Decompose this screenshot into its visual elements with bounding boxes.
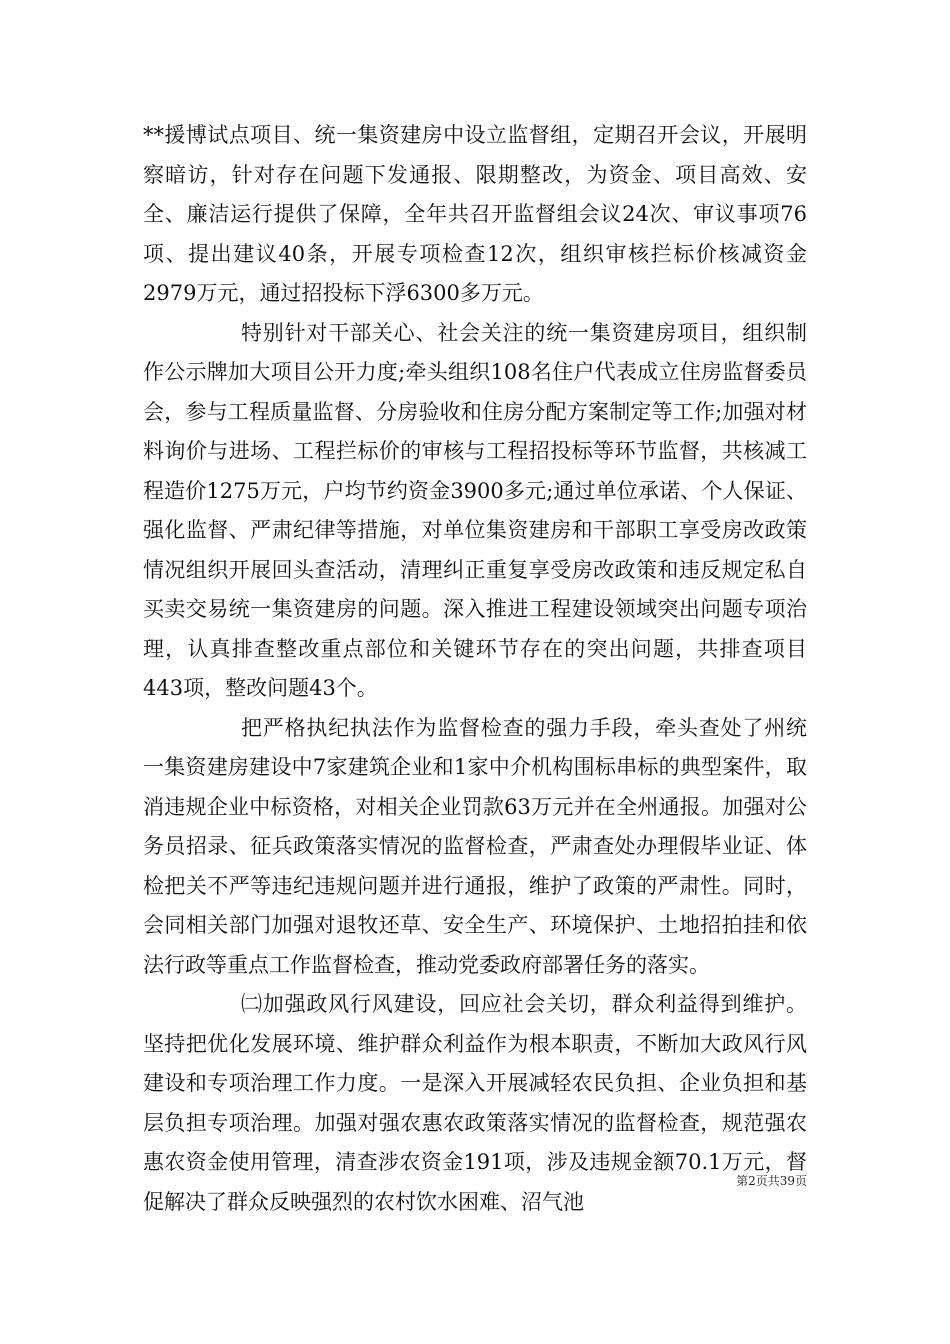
- paragraph-housing-project: 特别针对干部关心、社会关注的统一集资建房项目，组织制作公示牌加大项目公开力度;牵头组织108名住户代表成立住房监督委员会，参与工程质量监督、分房验收和住房分配方案制定等工作;加强对材料询价与进场、工程拦标价的审核与工程招投标等环节监督，共核减工程造价1275万元，户均节约资金3900多元;通过单位承诺、个人保证、强化监督、严肃纪律等措施，对单位集资建房和干部职工享受房改政策情况组织开展回头查活动，清理纠正重复享受房改政策和违反规定私自买卖交易统一集资建房的问题。深入推进工程建设领域突出问题专项治理，认真排查整改重点部位和关键环节存在的突出问题，共排查项目443项，整改问题43个。: [143, 320, 807, 700]
- paragraph-discipline-enforcement: 把严格执纪执法作为监督检查的强力手段，牵头查处了州统一集资建房建设中7家建筑企业和1家中介机构围标串标的典型案件，取消违规企业中标资格，对相关企业罚款63万元并在全州通报。加强对公务员招录、征兵政策落实情况的监督检查，严肃查处办理假毕业证、体检把关不严等违纪违规问题并进行通报，维护了政策的严肃性。同时，会同相关部门加强对退牧还草、安全生产、环境保护、土地招拍挂和依法行政等重点工作监督检查，推动党委政府部署任务的落实。: [143, 715, 807, 977]
- paragraph-government-style: ㈡加强政风行风建设，回应社会关切，群众利益得到维护。坚持把优化发展环境、维护群众利益作为根本职责，不断加大政风行风建设和专项治理工作力度。一是深入开展减轻农民负担、企业负担和基层负担专项治理。加强对强农惠农政策落实情况的监督检查，规范强农惠农资金使用管理，清查涉农资金191项，涉及违规金额70.1万元，督促解决了群众反映强烈的农村饮水困难、沼气池: [143, 992, 807, 1214]
- page-number-footer: 第2页共39页: [736, 1174, 807, 1188]
- body-text: [143, 116, 807, 1222]
- paragraph-continuation: **援博试点项目、统一集资建房中设立监督组，定期召开会议，开展明察暗访，针对存在问题下发通报、限期整改，为资金、项目高效、安全、廉洁运行提供了保障，全年共召开监督组会议24次、审议事项76项、提出建议40条，开展专项检查12次，组织审核拦标价核减资金2979万元，通过招投标下浮6300多万元。: [143, 123, 807, 305]
